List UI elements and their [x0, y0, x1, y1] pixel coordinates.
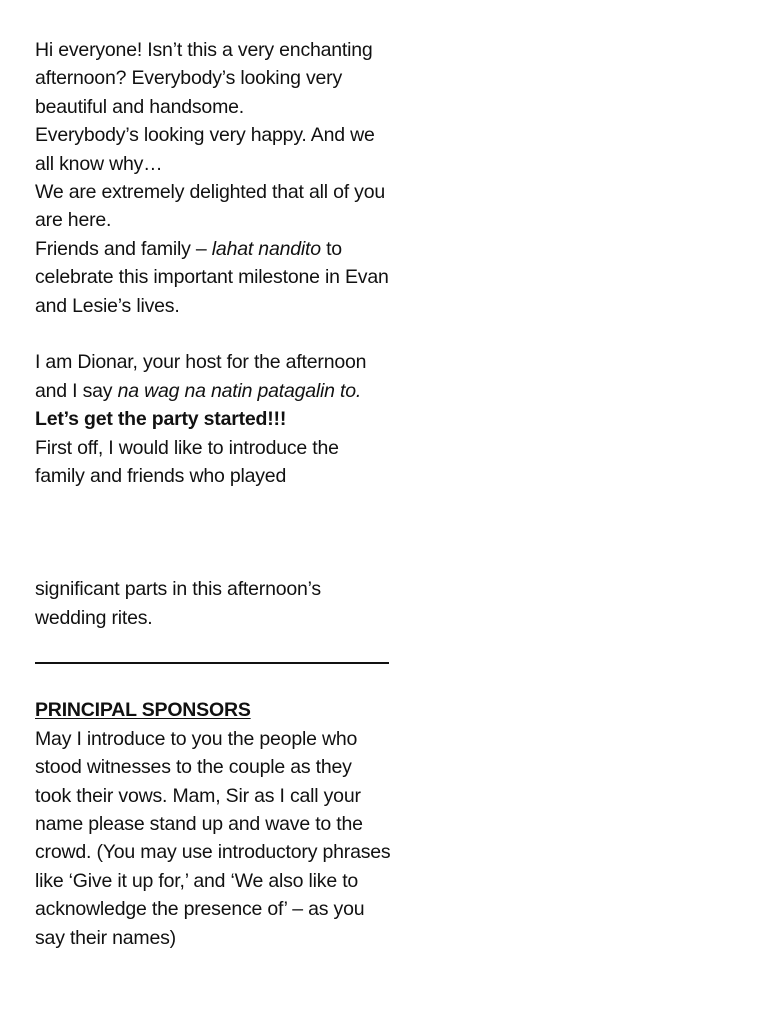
section-heading-principal-sponsors: PRINCIPAL SPONSORS [35, 699, 251, 722]
intro-paragraph-4 [35, 235, 391, 320]
page-gap [35, 490, 391, 575]
intro-p4-text-start: Friends and family – [35, 237, 212, 260]
intro-paragraph-2: Everybody’s looking very happy. And we all know why… [35, 124, 375, 175]
intro-p4-text-end: to celebrate this important milestone in Evan and Lesie’s lives. [35, 237, 389, 317]
sponsors-paragraph: May I introduce to you the people who stood witnesses to the couple as they took their vows. Mam, Sir as I call your name please stand up and wave to the crowd. (You may use introductory phrases like ‘Give it up for,’ and ‘We also like to acknowledge the presence of’ – as you say their names) [35, 727, 391, 949]
document-column [35, 36, 391, 952]
blank-line [35, 320, 391, 348]
host-paragraph-2: First off, I would like to introduce the family and friends who played [35, 436, 339, 488]
intro-paragraph-3: We are extremely delighted that all of you are here. [35, 181, 386, 232]
host-p1-bold: Let’s get the party started!!! [35, 408, 287, 431]
intro-paragraph-1: Hi everyone! Isn’t this a very enchanting afternoon? Everybody’s looking very beautiful and handsome. [35, 39, 373, 118]
intro-p4-italic: lahat nandito [211, 237, 321, 260]
host-p1-italic: na wag na natin patagalin to. [117, 379, 362, 402]
host-p1-text: I am Dionar, your host for the afternoon and I say [35, 351, 367, 402]
host-paragraph-1 [35, 348, 391, 433]
host-paragraph-3: significant parts in this afternoon’s wedding rites. [35, 578, 321, 629]
horizontal-rule [35, 662, 389, 664]
